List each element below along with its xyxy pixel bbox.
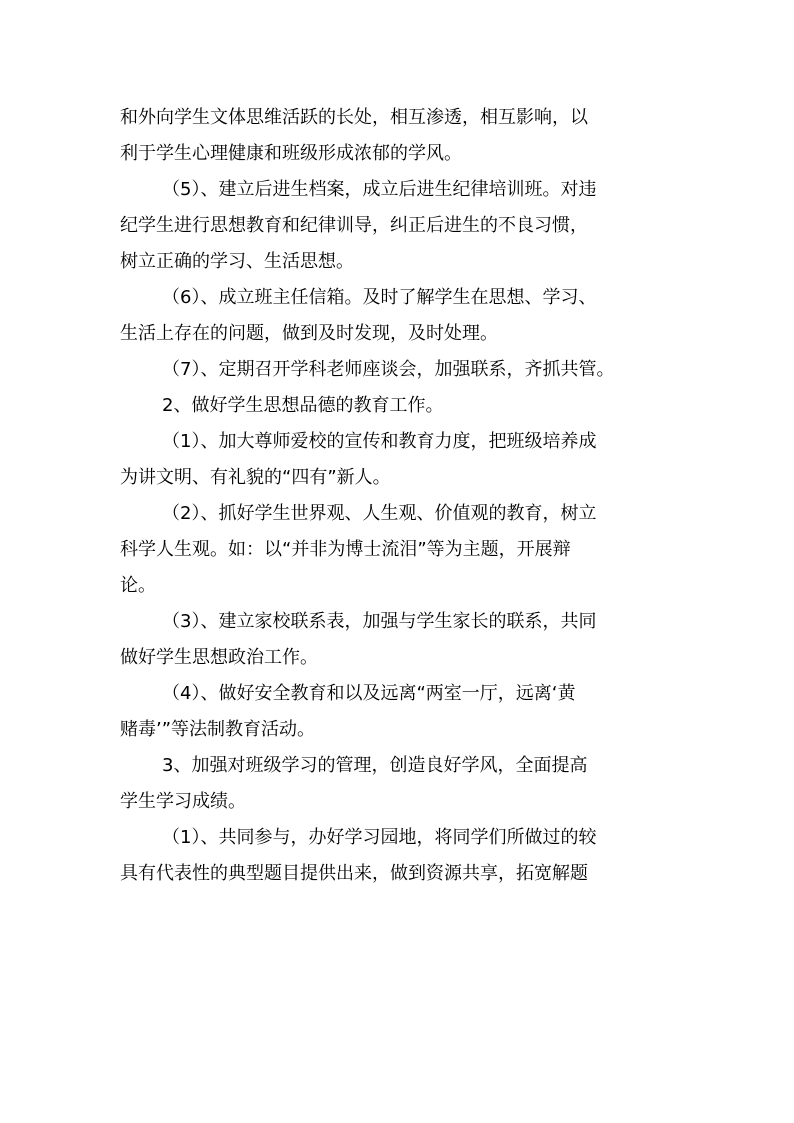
text-line: （7）、定期召开学科老师座谈会，加强联系，齐抓共管。 [162,359,615,380]
text-line: 科学人生观。如：以“并非为博士流泪”等为主题，开展辩 [120,539,571,560]
text-line: 和外向学生文体思维活跃的长处，相互渗透，相互影响，以 [120,107,588,128]
text-line: 纪学生进行思想教育和纪律训导，纠正后进生的不良习惯， [120,215,588,236]
text-line: 论。 [120,575,156,596]
text-line: （6）、成立班主任信箱。及时了解学生在思想、学习、 [162,287,597,308]
section-heading: 2、做好学生思想品德的教育工作。 [162,395,444,416]
text-line: （3）、建立家校联系表，加强与学生家长的联系，共同 [162,611,597,632]
text-line: 为讲文明、有礼貌的“四有”新人。 [120,467,391,488]
text-line: （2）、抓好学生世界观、人生观、价值观的教育，树立 [162,503,597,524]
text-line: （1）、共同参与，办好学习园地，将同学们所做过的较 [162,827,597,848]
text-line: 生活上存在的问题，做到及时发现，及时处理。 [120,323,498,344]
text-line: 赌毒’”等法制教育活动。 [120,719,316,740]
text-line: 利于学生心理健康和班级形成浓郁的学风。 [120,143,462,164]
text-line: 树立正确的学习、生活思想。 [120,251,354,272]
section-heading: 3、加强对班级学习的管理，创造良好学风，全面提高 [162,755,588,776]
text-line: 具有代表性的典型题目提供出来，做到资源共享，拓宽解题 [120,863,588,884]
text-line: （1）、加大尊师爱校的宣传和教育力度，把班级培养成 [162,431,597,452]
text-line: （5）、建立后进生档案，成立后进生纪律培训班。对违 [162,179,597,200]
text-line: 做好学生思想政治工作。 [120,647,318,668]
text-line: 学生学习成绩。 [120,791,246,812]
document-body [120,100,680,892]
text-line: （4）、做好安全教育和以及远离“两室一厅，远离‘黄 [162,683,576,704]
